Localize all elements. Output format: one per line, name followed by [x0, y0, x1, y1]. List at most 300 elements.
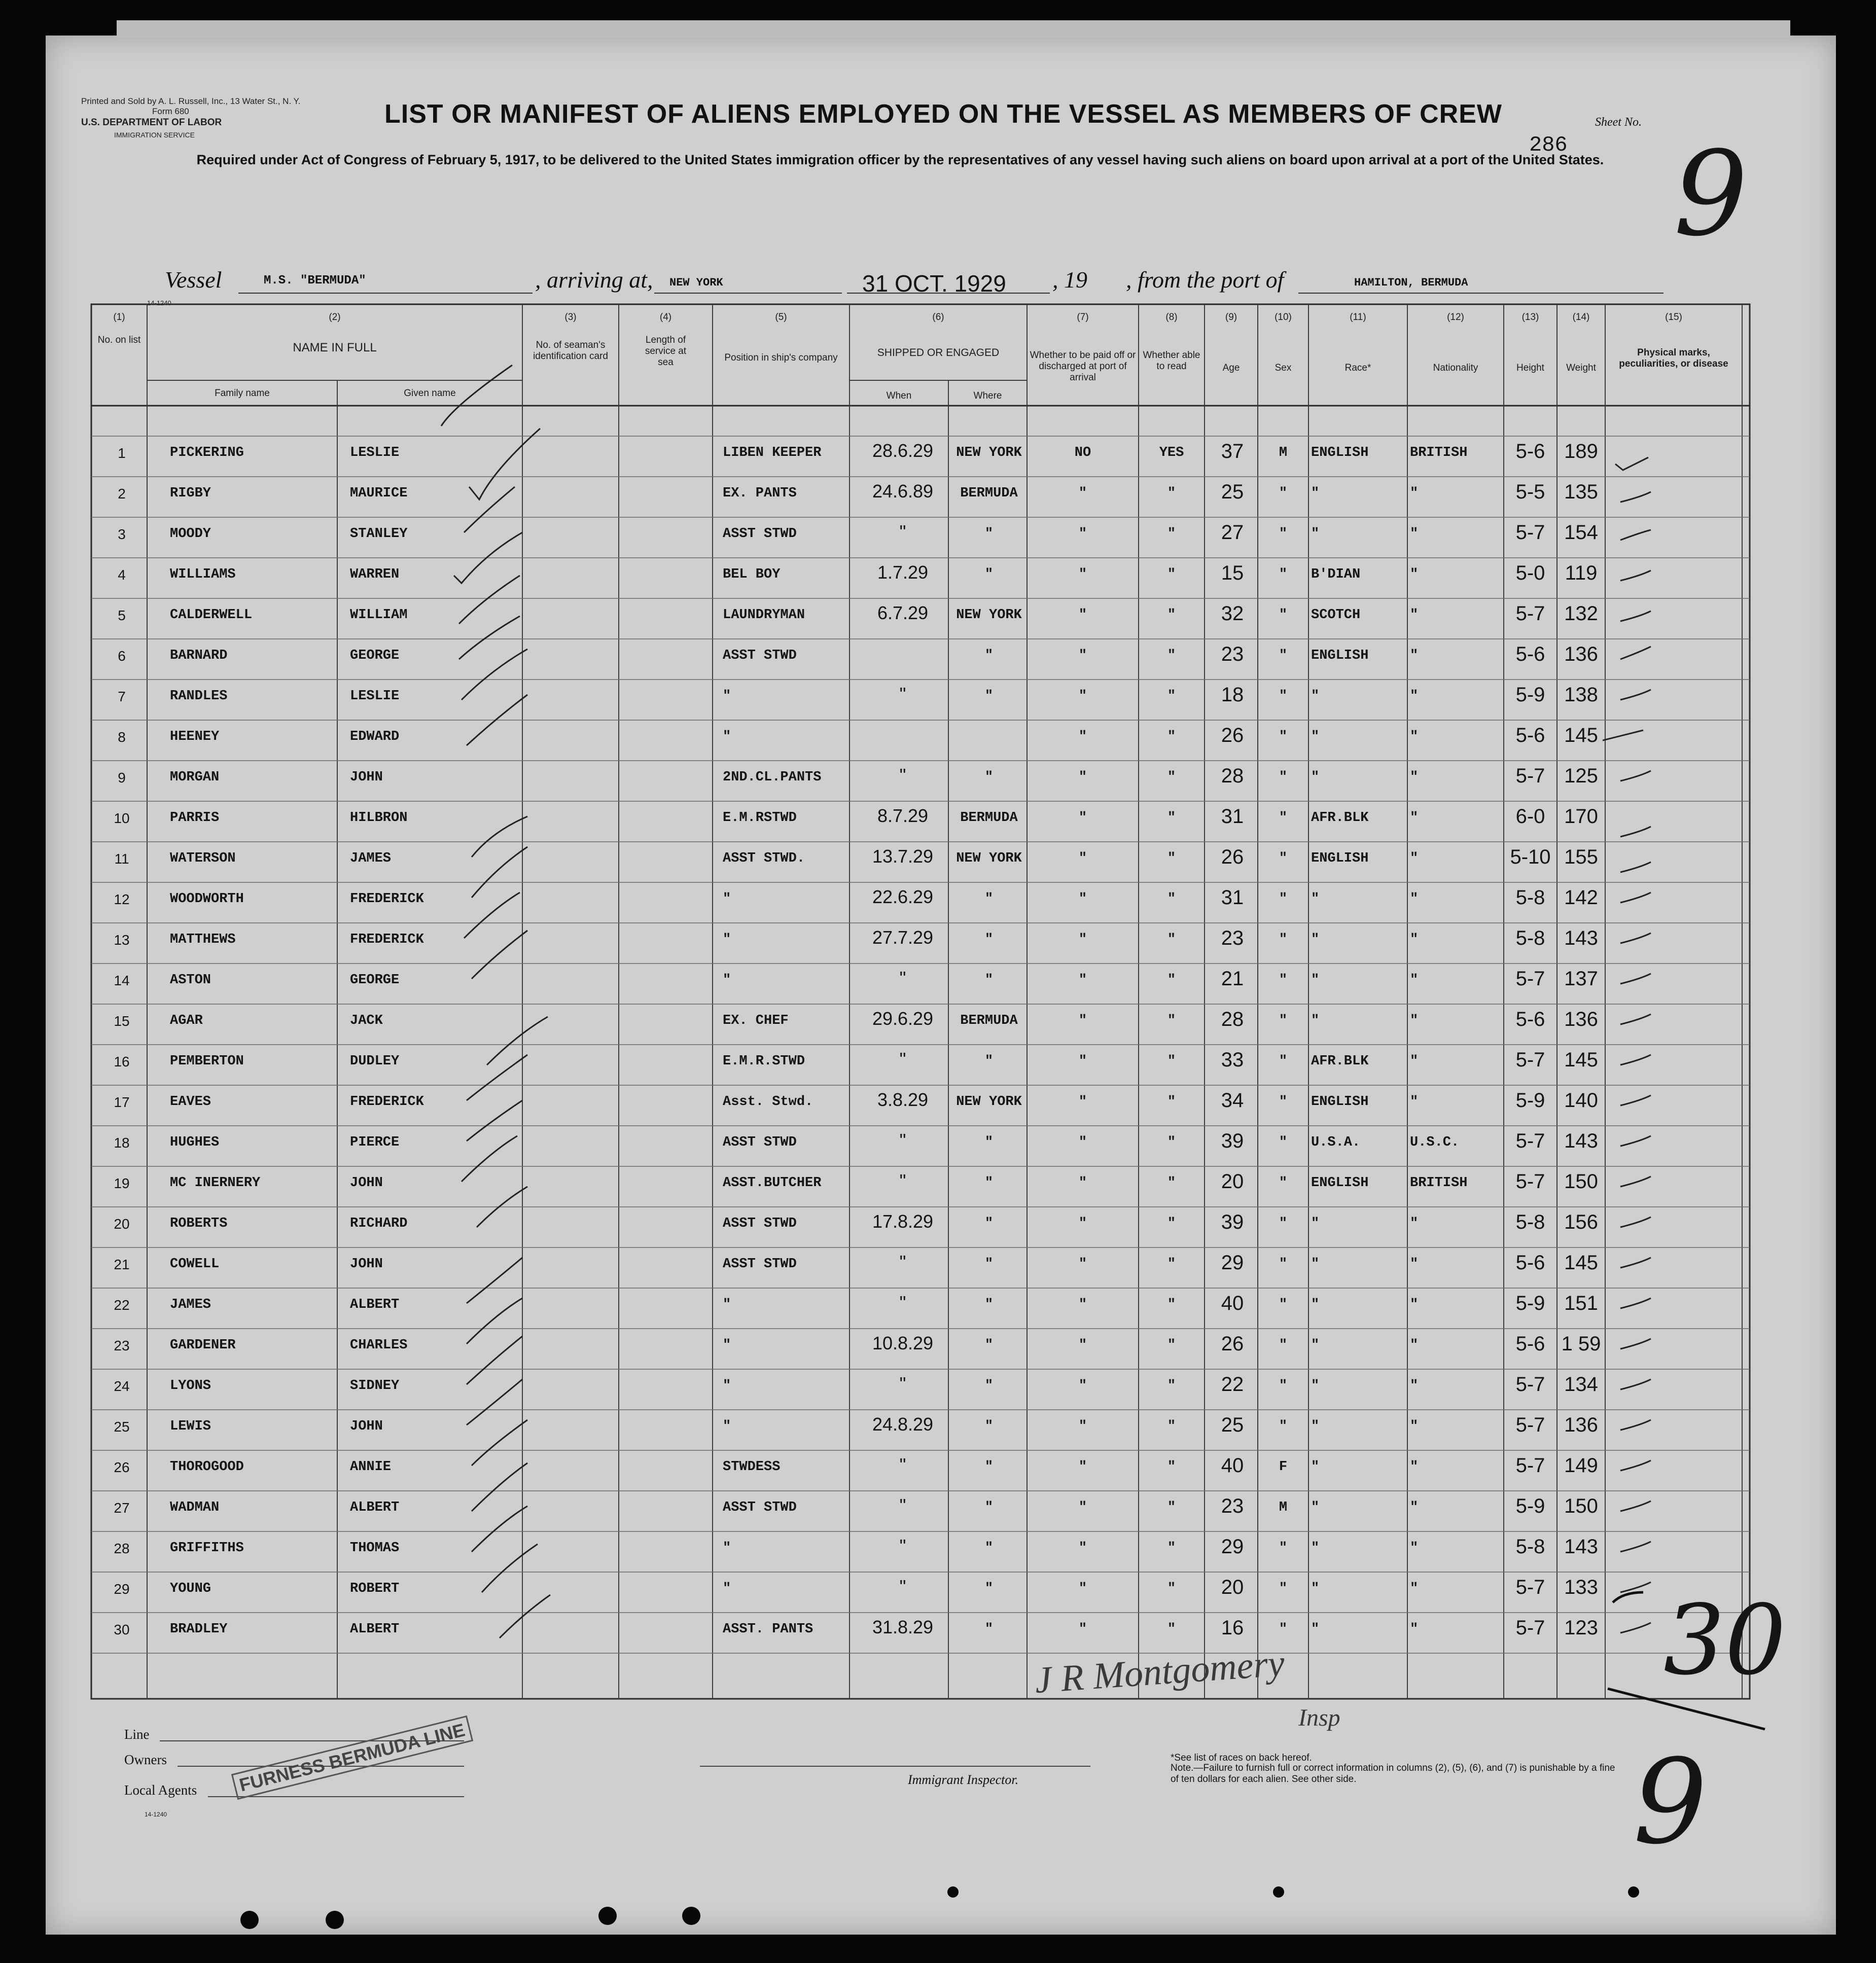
- col3-num: (3): [564, 312, 577, 323]
- paid-off-cell: ": [1078, 1419, 1087, 1434]
- weight-cell: 149: [1564, 1454, 1598, 1477]
- row-number-cell: 12: [114, 891, 130, 907]
- height-cell: 5-6: [1515, 1008, 1545, 1030]
- race-cell: ": [1311, 1257, 1320, 1272]
- paid-off-cell: ": [1078, 567, 1087, 582]
- row-number-cell: 19: [114, 1175, 130, 1191]
- sex-cell: ": [1279, 1581, 1288, 1596]
- paid-off-cell: ": [1078, 1500, 1087, 1515]
- age-cell: 28: [1221, 1008, 1244, 1030]
- height-cell: 6-0: [1515, 805, 1545, 828]
- height-cell: 5-7: [1515, 1617, 1545, 1639]
- row-number-cell: 9: [118, 770, 126, 786]
- race-cell: ": [1311, 1419, 1320, 1434]
- family-name-cell: EAVES: [170, 1094, 211, 1110]
- paid-off-cell: ": [1078, 1054, 1087, 1069]
- col6-when: When: [886, 390, 912, 401]
- shipped-where-cell: ": [984, 770, 994, 785]
- age-cell: 31: [1221, 805, 1244, 828]
- weight-cell: 170: [1564, 805, 1598, 828]
- able-to-read-cell: ": [1167, 1013, 1176, 1028]
- family-name-cell: LEWIS: [170, 1419, 211, 1434]
- position-cell: ": [723, 973, 731, 988]
- sex-cell: ": [1279, 810, 1288, 826]
- given-name-cell: FREDERICK: [350, 891, 424, 907]
- race-cell: ": [1311, 1338, 1320, 1353]
- position-cell: ": [723, 1419, 731, 1434]
- position-cell: STWDESS: [723, 1459, 781, 1475]
- sex-cell: ": [1279, 891, 1288, 907]
- col9-label: Age: [1222, 363, 1240, 373]
- row-number-cell: 27: [114, 1500, 130, 1516]
- race-cell: ENGLISH: [1311, 445, 1369, 460]
- given-name-cell: GEORGE: [350, 973, 400, 988]
- family-name-cell: YOUNG: [170, 1581, 211, 1596]
- col7-num: (7): [1077, 312, 1089, 323]
- from-port-label: , from the port of: [1126, 267, 1284, 293]
- given-name-cell: RICHARD: [350, 1216, 408, 1231]
- given-name-cell: JOHN: [350, 1175, 383, 1191]
- form-code-top: 14-1240: [147, 299, 171, 307]
- age-cell: 18: [1221, 684, 1244, 706]
- col2-num: (2): [329, 312, 341, 323]
- age-cell: 21: [1221, 968, 1244, 990]
- given-name-cell: THOMAS: [350, 1541, 400, 1556]
- nationality-cell: ": [1410, 1297, 1419, 1312]
- height-cell: 5-6: [1515, 643, 1545, 665]
- footer-note-2: Note.—Failure to furnish full or correct information in columns (2), (5), (6), and (7) is punishable by a fine of ten dollars for each alien. See other side.: [1171, 1763, 1615, 1784]
- family-name-cell: COWELL: [170, 1257, 220, 1272]
- shipped-where-cell: ": [984, 932, 994, 947]
- from-port: HAMILTON, BERMUDA: [1354, 276, 1468, 289]
- paid-off-cell: ": [1078, 1378, 1087, 1394]
- age-cell: 25: [1221, 481, 1244, 503]
- nationality-cell: ": [1410, 932, 1419, 947]
- family-name-cell: WOODWORTH: [170, 891, 244, 907]
- inspector-title: Insp: [1298, 1704, 1340, 1731]
- sex-cell: ": [1279, 932, 1288, 947]
- family-name-cell: PEMBERTON: [170, 1054, 244, 1069]
- family-name-cell: ROBERTS: [170, 1216, 228, 1231]
- race-cell: ": [1311, 1581, 1320, 1596]
- row-number-cell: 22: [114, 1297, 130, 1313]
- col15-num: (15): [1665, 312, 1682, 323]
- position-cell: 2ND.CL.PANTS: [723, 770, 822, 785]
- shipped-when-cell: 8.7.29: [877, 805, 929, 826]
- paid-off-cell: ": [1078, 1094, 1087, 1110]
- race-cell: ": [1311, 1297, 1320, 1312]
- footer-agents-label: Local Agents: [124, 1782, 197, 1798]
- shipped-where-cell: ": [984, 1622, 994, 1637]
- sex-cell: ": [1279, 1419, 1288, 1434]
- shipped-when-cell: 24.6.89: [872, 481, 934, 502]
- row-number-cell: 26: [114, 1459, 130, 1475]
- sex-cell: ": [1279, 1135, 1288, 1150]
- race-cell: ": [1311, 1013, 1320, 1028]
- shipped-where-cell: ": [984, 973, 994, 988]
- position-cell: ": [723, 932, 731, 947]
- position-cell: ASST STWD: [723, 526, 797, 542]
- age-cell: 29: [1221, 1536, 1244, 1558]
- sex-cell: ": [1279, 648, 1288, 663]
- family-name-cell: MOODY: [170, 526, 211, 542]
- height-cell: 5-7: [1515, 602, 1545, 625]
- paid-off-cell: ": [1078, 1257, 1087, 1272]
- position-cell: BEL BOY: [723, 567, 781, 582]
- col4-label: Length of service at sea: [645, 335, 687, 368]
- paid-off-cell: ": [1078, 1541, 1087, 1556]
- arriving-port: NEW YORK: [669, 276, 723, 289]
- height-cell: 5-9: [1515, 1495, 1545, 1517]
- height-cell: 5-0: [1515, 562, 1545, 584]
- shipped-where-cell: BERMUDA: [960, 486, 1018, 501]
- paid-off-cell: ": [1078, 770, 1087, 785]
- row-number-cell: 24: [114, 1378, 130, 1394]
- family-name-cell: MORGAN: [170, 770, 220, 785]
- binding-hole: [682, 1907, 700, 1925]
- family-name-cell: HUGHES: [170, 1135, 220, 1150]
- sex-cell: ": [1279, 1094, 1288, 1110]
- row-number-cell: 17: [114, 1094, 130, 1110]
- shipped-when-cell: ": [899, 1454, 906, 1475]
- given-name-cell: ALBERT: [350, 1622, 400, 1637]
- sex-cell: ": [1279, 1338, 1288, 1353]
- race-cell: ": [1311, 770, 1320, 785]
- shipped-when-cell: ": [899, 968, 906, 988]
- paid-off-cell: ": [1078, 648, 1087, 663]
- height-cell: 5-6: [1515, 440, 1545, 462]
- shipped-when-cell: 3.8.29: [877, 1089, 929, 1110]
- race-cell: B'DIAN: [1311, 567, 1361, 582]
- able-to-read-cell: ": [1167, 567, 1176, 582]
- given-name-cell: JOHN: [350, 1419, 383, 1434]
- manifest-number: 286: [1529, 133, 1568, 157]
- col11-num: (11): [1350, 312, 1366, 323]
- age-cell: 25: [1221, 1414, 1244, 1436]
- position-cell: ASST.BUTCHER: [723, 1175, 822, 1191]
- binding-hole: [947, 1886, 959, 1898]
- col7-label: Whether to be paid off or discharged at port of arrival: [1030, 350, 1136, 383]
- able-to-read-cell: ": [1167, 526, 1176, 542]
- shipped-when-cell: 6.7.29: [877, 602, 929, 623]
- weight-cell: 133: [1564, 1576, 1598, 1598]
- shipped-when-cell: ": [899, 1576, 906, 1597]
- shipped-when-cell: ": [899, 1495, 906, 1516]
- paid-off-cell: ": [1078, 1338, 1087, 1353]
- sex-cell: ": [1279, 1297, 1288, 1312]
- shipped-when-cell: ": [899, 1130, 906, 1151]
- binding-hole: [598, 1907, 617, 1925]
- nationality-cell: ": [1410, 1581, 1419, 1596]
- col5-num: (5): [775, 312, 787, 323]
- weight-cell: 1 59: [1561, 1333, 1601, 1355]
- position-cell: EX. PANTS: [723, 486, 797, 501]
- col15-label: Physical marks, peculiarities, or disease: [1619, 347, 1728, 369]
- position-cell: E.M.RSTWD: [723, 810, 797, 826]
- shipped-where-cell: NEW YORK: [956, 851, 1022, 866]
- sex-cell: ": [1279, 1013, 1288, 1028]
- shipped-when-cell: ": [899, 521, 906, 542]
- race-cell: ENGLISH: [1311, 1175, 1369, 1191]
- paid-off-cell: ": [1078, 1175, 1087, 1191]
- shipped-where-cell: ": [984, 1378, 994, 1394]
- shipped-when-cell: 27.7.29: [872, 927, 934, 948]
- weight-cell: 145: [1564, 724, 1598, 746]
- family-name-cell: MATTHEWS: [170, 932, 236, 947]
- sex-cell: ": [1279, 1257, 1288, 1272]
- shipped-where-cell: ": [984, 1500, 994, 1515]
- weight-cell: 155: [1564, 846, 1598, 868]
- race-cell: ": [1311, 973, 1320, 988]
- binding-hole: [326, 1911, 344, 1929]
- given-name-cell: WILLIAM: [350, 608, 408, 623]
- given-name-cell: FREDERICK: [350, 932, 424, 947]
- age-cell: 16: [1221, 1617, 1244, 1639]
- paid-off-cell: ": [1078, 486, 1087, 501]
- shipped-when-cell: 28.6.29: [872, 440, 934, 461]
- position-cell: ": [723, 891, 731, 907]
- able-to-read-cell: ": [1167, 1216, 1176, 1231]
- shipped-where-cell: ": [984, 1459, 994, 1475]
- footer-note-1: *See list of races on back hereof.: [1171, 1753, 1312, 1763]
- family-name-cell: GARDENER: [170, 1338, 236, 1353]
- age-cell: 40: [1221, 1292, 1244, 1314]
- col5-label: Position in ship's company: [724, 352, 838, 363]
- row-number-cell: 15: [114, 1013, 130, 1029]
- paid-off-cell: ": [1078, 851, 1087, 866]
- col2-family: Family name: [215, 388, 270, 399]
- weight-cell: 140: [1564, 1089, 1598, 1112]
- race-cell: U.S.A.: [1311, 1135, 1361, 1150]
- weight-cell: 135: [1564, 481, 1598, 503]
- family-name-cell: MC INERNERY: [170, 1175, 261, 1191]
- shipped-where-cell: NEW YORK: [956, 1094, 1022, 1110]
- position-cell: ASST STWD.: [723, 851, 805, 866]
- nationality-cell: ": [1410, 526, 1419, 542]
- line-stamp: FURNESS BERMUDA LINE: [231, 1716, 473, 1800]
- nationality-cell: BRITISH: [1410, 445, 1468, 460]
- paid-off-cell: ": [1078, 1459, 1087, 1475]
- family-name-cell: LYONS: [170, 1378, 211, 1394]
- shipped-where-cell: ": [984, 1338, 994, 1353]
- weight-cell: 119: [1565, 562, 1598, 584]
- shipped-where-cell: ": [984, 1175, 994, 1191]
- year-label: , 19: [1052, 267, 1087, 293]
- paid-off-cell: ": [1078, 1135, 1087, 1150]
- family-name-cell: ASTON: [170, 973, 211, 988]
- age-cell: 32: [1221, 602, 1244, 625]
- given-name-cell: JOHN: [350, 1257, 383, 1272]
- paid-off-cell: ": [1078, 932, 1087, 947]
- age-cell: 33: [1221, 1049, 1244, 1071]
- binding-hole: [1628, 1886, 1639, 1898]
- shipped-where-cell: ": [984, 1297, 994, 1312]
- shipped-where-cell: ": [984, 891, 994, 907]
- paid-off-cell: ": [1078, 1581, 1087, 1596]
- given-name-cell: MAURICE: [350, 486, 408, 501]
- form-number: Form 680: [152, 106, 189, 116]
- able-to-read-cell: ": [1167, 1622, 1176, 1637]
- nationality-cell: ": [1410, 689, 1419, 704]
- sex-cell: ": [1279, 486, 1288, 501]
- arrival-date: 31 OCT. 1929: [862, 270, 1006, 297]
- sex-cell: ": [1279, 851, 1288, 866]
- paid-off-cell: ": [1078, 891, 1087, 907]
- age-cell: 29: [1221, 1252, 1244, 1274]
- family-name-cell: HEENEY: [170, 729, 220, 744]
- nationality-cell: ": [1410, 1541, 1419, 1556]
- given-name-cell: GEORGE: [350, 648, 400, 663]
- sex-cell: ": [1279, 526, 1288, 542]
- weight-cell: 189: [1564, 440, 1598, 462]
- position-cell: ": [723, 729, 731, 744]
- height-cell: 5-9: [1515, 684, 1545, 706]
- able-to-read-cell: ": [1167, 1459, 1176, 1475]
- paid-off-cell: NO: [1074, 445, 1091, 460]
- height-cell: 5-8: [1515, 886, 1545, 909]
- sex-cell: ": [1279, 1054, 1288, 1069]
- able-to-read-cell: ": [1167, 1135, 1176, 1150]
- age-cell: 40: [1221, 1454, 1244, 1477]
- row-number-cell: 5: [118, 608, 126, 623]
- age-cell: 39: [1221, 1211, 1244, 1233]
- col8-label: Whether able to read: [1143, 350, 1200, 372]
- footer-owners-label: Owners: [124, 1752, 167, 1767]
- sex-cell: ": [1279, 567, 1288, 582]
- given-name-cell: ALBERT: [350, 1297, 400, 1312]
- paid-off-cell: ": [1078, 1013, 1087, 1028]
- weight-cell: 150: [1564, 1495, 1598, 1517]
- given-name-cell: STANLEY: [350, 526, 408, 542]
- age-cell: 31: [1221, 886, 1244, 909]
- nationality-cell: ": [1410, 1216, 1419, 1231]
- shipped-when-cell: ": [899, 1049, 906, 1069]
- shipped-when-cell: 10.8.29: [872, 1333, 934, 1353]
- row-number-cell: 18: [114, 1135, 130, 1151]
- col1-num: (1): [113, 312, 125, 323]
- shipped-when-cell: ": [899, 1170, 906, 1191]
- weight-cell: 151: [1564, 1292, 1598, 1314]
- weight-cell: 156: [1564, 1211, 1598, 1233]
- family-name-cell: WILLIAMS: [170, 567, 236, 582]
- height-cell: 5-9: [1515, 1089, 1545, 1112]
- shipped-when-cell: 31.8.29: [872, 1617, 934, 1637]
- shipped-when-cell: ": [899, 765, 906, 786]
- height-cell: 5-8: [1515, 1536, 1545, 1558]
- nationality-cell: ": [1410, 1257, 1419, 1272]
- family-name-cell: THOROGOOD: [170, 1459, 244, 1475]
- given-name-cell: JOHN: [350, 770, 383, 785]
- given-name-cell: LESLIE: [350, 445, 400, 460]
- sex-cell: ": [1279, 1541, 1288, 1556]
- given-name-cell: EDWARD: [350, 729, 400, 744]
- sex-cell: ": [1279, 770, 1288, 785]
- age-cell: 15: [1221, 562, 1244, 584]
- race-cell: ENGLISH: [1311, 1094, 1369, 1110]
- able-to-read-cell: ": [1167, 648, 1176, 663]
- footer-line-label: Line: [124, 1727, 150, 1742]
- sex-cell: ": [1279, 1622, 1288, 1637]
- given-name-cell: SIDNEY: [350, 1378, 400, 1394]
- able-to-read-cell: ": [1167, 608, 1176, 623]
- nationality-cell: ": [1410, 851, 1419, 866]
- row-number-cell: 11: [114, 851, 129, 867]
- given-name-cell: DUDLEY: [350, 1054, 400, 1069]
- race-cell: ": [1311, 1500, 1320, 1515]
- weight-cell: 150: [1564, 1170, 1598, 1193]
- nationality-cell: ": [1410, 729, 1419, 744]
- given-name-cell: ROBERT: [350, 1581, 400, 1596]
- shipped-where-cell: ": [984, 1216, 994, 1231]
- nationality-cell: ": [1410, 1622, 1419, 1637]
- family-name-cell: GRIFFITHS: [170, 1541, 244, 1556]
- row-number-cell: 10: [114, 810, 130, 826]
- age-cell: 27: [1221, 521, 1244, 544]
- col8-num: (8): [1165, 312, 1178, 323]
- family-name-cell: AGAR: [170, 1013, 203, 1028]
- able-to-read-cell: ": [1167, 1257, 1176, 1272]
- row-number-cell: 8: [118, 729, 126, 745]
- height-cell: 5-9: [1515, 1292, 1545, 1314]
- family-name-cell: PARRIS: [170, 810, 220, 826]
- age-cell: 34: [1221, 1089, 1244, 1112]
- race-cell: ": [1311, 1216, 1320, 1231]
- inspector-label: Immigrant Inspector.: [908, 1772, 1019, 1787]
- height-cell: 5-6: [1515, 1252, 1545, 1274]
- position-cell: ASST STWD: [723, 648, 797, 663]
- race-cell: AFR.BLK: [1311, 810, 1369, 826]
- sex-cell: ": [1279, 729, 1288, 744]
- nationality-cell: ": [1410, 1378, 1419, 1394]
- able-to-read-cell: ": [1167, 973, 1176, 988]
- department-label: U.S. DEPARTMENT OF LABOR: [81, 117, 222, 128]
- col2-given: Given name: [404, 388, 456, 399]
- family-name-cell: PICKERING: [170, 445, 244, 460]
- shipped-where-cell: ": [984, 1541, 994, 1556]
- able-to-read-cell: ": [1167, 932, 1176, 947]
- shipped-when-cell: ": [899, 1373, 906, 1394]
- paid-off-cell: ": [1078, 526, 1087, 542]
- weight-cell: 136: [1564, 643, 1598, 665]
- paid-off-cell: ": [1078, 1297, 1087, 1312]
- nationality-cell: ": [1410, 891, 1419, 907]
- col12-num: (12): [1447, 312, 1464, 323]
- bottom-sheet-number: 9: [1633, 1735, 1708, 1870]
- height-cell: 5-8: [1515, 927, 1545, 949]
- able-to-read-cell: ": [1167, 1378, 1176, 1394]
- row-number-cell: 20: [114, 1216, 130, 1232]
- race-cell: SCOTCH: [1311, 608, 1361, 623]
- form-subtitle: Required under Act of Congress of February 5, 1917, to be delivered to the United States immigration officer by the representatives of any vessel having such aliens on board upon arrival at a port of the United States.: [196, 152, 1604, 167]
- weight-cell: 143: [1564, 1536, 1598, 1558]
- height-cell: 5-7: [1515, 1373, 1545, 1396]
- height-cell: 5-7: [1515, 968, 1545, 990]
- shipped-when-cell: ": [899, 684, 906, 704]
- row-number-cell: 2: [118, 486, 126, 502]
- age-cell: 28: [1221, 765, 1244, 787]
- weight-cell: 134: [1564, 1373, 1598, 1396]
- height-cell: 5-7: [1515, 1454, 1545, 1477]
- vessel-name: M.S. "BERMUDA": [264, 274, 366, 288]
- given-name-cell: JACK: [350, 1013, 383, 1028]
- race-cell: ": [1311, 891, 1320, 907]
- weight-cell: 145: [1564, 1049, 1598, 1071]
- row-number-cell: 28: [114, 1541, 130, 1556]
- weight-cell: 143: [1564, 1130, 1598, 1152]
- family-name-cell: WATERSON: [170, 851, 236, 866]
- nationality-cell: ": [1410, 1459, 1419, 1475]
- age-cell: 37: [1221, 440, 1244, 462]
